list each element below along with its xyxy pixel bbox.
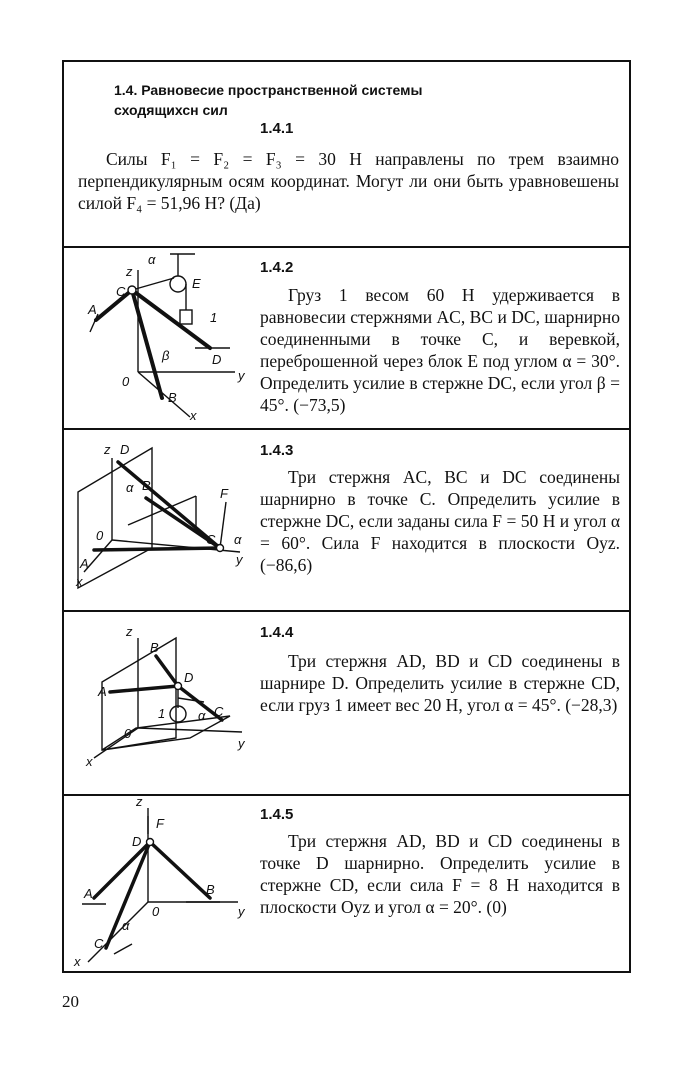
figure-1-4-3-label-b: B bbox=[142, 478, 151, 493]
section-divider bbox=[64, 246, 629, 248]
figure-1-4-4 bbox=[80, 620, 250, 770]
figure-1-4-3-label-y: y bbox=[236, 552, 243, 567]
figure-1-4-3-label-alpha: α bbox=[126, 480, 134, 495]
figure-1-4-5-label-x: x bbox=[74, 954, 81, 969]
figure-1-4-3-label-d: D bbox=[120, 442, 130, 457]
figure-1-4-3-label-alpha-2: α bbox=[234, 532, 242, 547]
figure-1-4-3-label-f: F bbox=[220, 486, 228, 501]
figure-1-4-3 bbox=[70, 440, 260, 600]
problem-text-1-4-5: Три стержня AD, BD и CD соединены в точке D шарнирно. Определить усилие в стержне CD, если сила F = 8 Н находится в плоскости Oyz и угол α = 20°. (0) bbox=[260, 831, 620, 917]
section-title-line-2: сходящихсн сил bbox=[114, 102, 228, 118]
figure-1-4-2-label-z: z bbox=[126, 264, 133, 279]
figure-1-4-5 bbox=[70, 794, 255, 970]
problem-number-1-4-3: 1.4.3 bbox=[260, 442, 294, 459]
figure-1-4-2-label-load: 1 bbox=[210, 310, 218, 325]
figure-1-4-2 bbox=[70, 252, 255, 422]
figure-1-4-4-label-alpha: α bbox=[198, 708, 206, 723]
figure-1-4-2-label-origin: 0 bbox=[122, 374, 130, 389]
figure-1-4-3-label-a: A bbox=[80, 556, 89, 571]
section-title bbox=[114, 80, 564, 120]
section-divider bbox=[64, 610, 629, 612]
figure-1-4-2-label-b: B bbox=[168, 390, 177, 405]
figure-1-4-4-label-y: y bbox=[238, 736, 245, 751]
figure-1-4-4-label-d: D bbox=[184, 670, 194, 685]
figure-1-4-2-label-x: x bbox=[190, 408, 197, 423]
problem-number-1-4-5: 1.4.5 bbox=[260, 806, 294, 823]
page-number: 20 bbox=[62, 992, 79, 1011]
figure-1-4-4-label-b: B bbox=[150, 640, 159, 655]
figure-1-4-3-label-x: x bbox=[76, 574, 83, 589]
figure-1-4-5-label-origin: 0 bbox=[152, 904, 160, 919]
problem-text-1-4-1: Силы F₁ = F₂ = F₃ = 30 Н направлены по трем взаимно перпендикулярным осям координат. Могут ли они быть уравновешены силой F₄ = 51,96 Н? (Да) bbox=[78, 149, 619, 213]
figure-1-4-5-label-b: B bbox=[206, 882, 215, 897]
problem-number-1-4-2: 1.4.2 bbox=[260, 259, 294, 276]
figure-1-4-5-label-c: C bbox=[94, 936, 104, 951]
figure-1-4-5-label-y: y bbox=[238, 904, 245, 919]
figure-1-4-4-label-a: A bbox=[98, 684, 107, 699]
figure-1-4-3-label-origin: 0 bbox=[96, 528, 104, 543]
problem-text-1-4-4: Три стержня AD, BD и CD соединены в шарнире D. Определить усилие в стержне CD, если груз 1 имеет вес 20 Н, угол α = 45°. (−28,3) bbox=[260, 651, 620, 715]
section-divider bbox=[64, 794, 629, 796]
problem-text-1-4-3: Три стержня AC, BC и DC соединены шарнирно в точке C. Определить усилие в стержне DC, если заданы сила F = 50 Н и угол α = 60°. Сила F находится в плоскости Oyz. (−86,6) bbox=[260, 467, 620, 575]
figure-1-4-5-label-a: A bbox=[84, 886, 93, 901]
figure-1-4-2-label-beta: β bbox=[162, 348, 170, 363]
figure-1-4-2-label-alpha: α bbox=[148, 252, 156, 267]
figure-1-4-2-label-a: A bbox=[88, 302, 97, 317]
problem-frame bbox=[62, 60, 631, 973]
figure-1-4-3-label-z: z bbox=[104, 442, 111, 457]
problem-text-1-4-2: Груз 1 весом 60 Н удерживается в равновесии стержнями AC, BC и DC, шарнирно соединенными в точке C, и веревкой, переброшенной через блок E под углом α = 30°. Определить усилие в стержне DC, если угол β = 45°. (−73,5) bbox=[260, 285, 620, 415]
figure-1-4-3-label-c: C bbox=[206, 532, 216, 547]
figure-1-4-4-label-x: x bbox=[86, 754, 93, 769]
figure-1-4-5-label-d: D bbox=[132, 834, 142, 849]
figure-1-4-4-label-origin: 0 bbox=[124, 726, 132, 741]
problem-number-1-4-1: 1.4.1 bbox=[260, 120, 294, 137]
figure-1-4-5-label-f: F bbox=[156, 816, 164, 831]
figure-1-4-5-label-alpha: α bbox=[122, 918, 130, 933]
problem-number-1-4-4: 1.4.4 bbox=[260, 624, 294, 641]
figure-1-4-4-label-load: 1 bbox=[158, 706, 166, 721]
figure-1-4-4-label-z: z bbox=[126, 624, 133, 639]
figure-1-4-4-label-c: C bbox=[214, 704, 224, 719]
figure-1-4-2-label-e: E bbox=[192, 276, 201, 291]
section-divider bbox=[64, 428, 629, 430]
section-title-line-1: 1.4. Равновесие пространственной системы bbox=[114, 82, 423, 98]
figure-1-4-2-label-y: y bbox=[238, 368, 245, 383]
figure-1-4-5-label-z: z bbox=[136, 794, 143, 809]
figure-1-4-2-label-d: D bbox=[212, 352, 222, 367]
figure-1-4-2-label-c: C bbox=[116, 284, 126, 299]
